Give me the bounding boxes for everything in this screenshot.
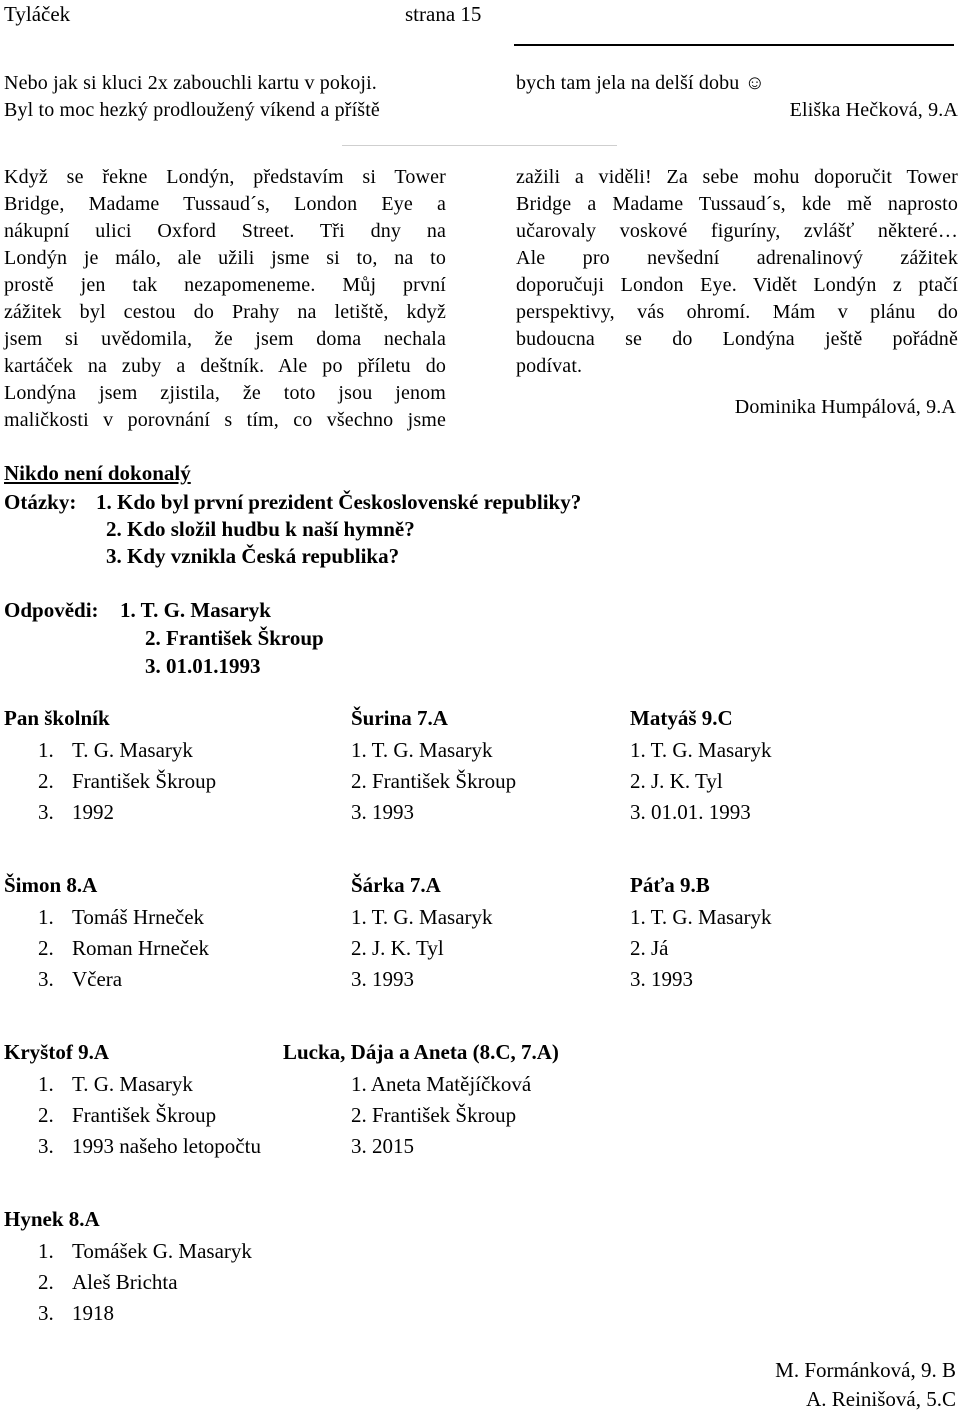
response-item: 2. Aleš Brichta: [38, 1270, 178, 1294]
text-line: prostě jen tak nezapomeneme. Můj první: [4, 274, 446, 296]
response-item: 3. 1992: [38, 800, 114, 824]
text-line: kartáček na zuby a deštník. Ale po příletu do: [4, 355, 446, 377]
response-item: 2. František Škroup: [38, 1103, 217, 1127]
response-item: 2. Roman Hrneček: [38, 936, 210, 960]
response-item: 1. T. G. Masaryk: [630, 905, 772, 929]
text-line: budoucna se do Londýna ještě pořádně: [516, 328, 958, 350]
question-3: 3. Kdy vznikla Česká republika?: [106, 544, 400, 568]
text-line: Londýna jsem zjistila, že toto jsou jenom: [4, 382, 446, 404]
response-item: 3. 1918: [38, 1301, 114, 1325]
response-block: [4, 1040, 261, 1162]
text-line: bych tam jela na delší dobu ☺: [516, 72, 766, 94]
questions-label: Otázky:: [4, 490, 77, 514]
text-line: Bridge a Madame Tussaud´s, kde mě naprosto: [516, 193, 958, 215]
response-block: [351, 706, 516, 828]
answers-label: Odpovědi:: [4, 598, 99, 622]
response-item: 1. T. G. Masaryk: [351, 738, 493, 762]
text-line: jsem si uvědomila, že jsem doma nechala: [4, 328, 446, 350]
response-item: 3. 2015: [351, 1134, 414, 1158]
text-line: doporučuji London Eye. Vidět Londýn z ptačí: [516, 274, 958, 296]
text-line: zážitek byl cestou do Prahy na letiště, když: [4, 301, 446, 323]
respondent-name: Šurina 7.A: [351, 706, 448, 730]
page-number: strana 15: [405, 2, 482, 26]
publication-title: Tyláček: [4, 2, 71, 26]
response-item: 3. 1993 našeho letopočtu: [38, 1134, 261, 1158]
london-article-left: [4, 164, 446, 434]
response-item: 3. 1993: [630, 967, 693, 991]
respondent-name: Kryštof 9.A: [4, 1040, 109, 1064]
text-line: podívat.: [516, 355, 583, 377]
response-block: [630, 706, 772, 828]
london-article-right: [516, 164, 958, 380]
respondent-name: Šimon 8.A: [4, 873, 98, 897]
answer-3: 3. 01.01.1993: [145, 654, 261, 678]
response-item: 2. Já: [630, 936, 669, 960]
text-line: maličkosti v porovnání s tím, co všechno jsme: [4, 409, 446, 431]
text-line: Bridge, Madame Tussaud´s, London Eye a: [4, 193, 446, 215]
response-block: [630, 873, 772, 995]
response-item: 1. T. G. Masaryk: [351, 905, 493, 929]
response-item: 2. František Škroup: [351, 1103, 517, 1127]
respondent-name: Hynek 8.A: [4, 1207, 100, 1231]
article-continuation-left: [4, 70, 444, 124]
credit-line: A. Reinišová, 5.C: [806, 1387, 956, 1411]
respondent-name: Páťa 9.B: [630, 873, 710, 897]
question-1: 1. Kdo byl první prezident Československé republiky?: [96, 490, 582, 514]
author-signature: Dominika Humpálová, 9.A: [734, 396, 956, 418]
answer-2: 2. František Škroup: [145, 626, 324, 650]
text-line: nákupní ulici Oxford Street. Tři dny na: [4, 220, 446, 242]
response-item: 1. Aneta Matějíčková: [351, 1072, 532, 1096]
quiz-title: Nikdo není dokonalý: [4, 461, 191, 485]
response-block: [4, 706, 216, 828]
text-line: zažili a viděli! Za sebe mohu doporučit Tower: [516, 166, 958, 188]
response-item: 2. J. K. Tyl: [630, 769, 723, 793]
respondent-name: Pan školník: [4, 706, 110, 730]
response-item: 3. Včera: [38, 967, 123, 991]
author-signature: Eliška Hečková, 9.A: [789, 99, 958, 121]
text-line: Londýn je málo, ale užili jsme si to, na to: [4, 247, 446, 269]
response-item: 1. Tomáš Hrneček: [38, 905, 205, 929]
smiley-icon: ☺: [744, 72, 766, 94]
response-item: 3. 1993: [351, 800, 414, 824]
response-item: 2. František Škroup: [38, 769, 217, 793]
text-line: Když se řekne Londýn, představím si Tower: [4, 166, 446, 188]
text-line: Ale pro nevšední adrenalinový zážitek: [516, 247, 958, 269]
response-item: 2. František Škroup: [351, 769, 517, 793]
question-2: 2. Kdo složil hudbu k naší hymně?: [106, 517, 415, 541]
text-line: učarovaly voskové figuríny, zvlášť některé…: [516, 220, 958, 242]
response-block: [283, 1040, 559, 1162]
response-block: [4, 873, 209, 995]
credit-line: M. Formánková, 9. B: [775, 1358, 956, 1382]
response-item: 3. 1993: [351, 967, 414, 991]
response-block: [351, 873, 493, 995]
response-block: [4, 1207, 252, 1329]
response-item: 2. J. K. Tyl: [351, 936, 444, 960]
text-line: perspektivy, vás ohromí. Mám v plánu do: [516, 301, 958, 323]
respondent-name: Matyáš 9.C: [630, 706, 733, 730]
response-item: 3. 01.01. 1993: [630, 800, 751, 824]
answer-1: 1. T. G. Masaryk: [120, 598, 271, 622]
response-item: 1. T. G. Masaryk: [38, 738, 193, 762]
text-line: Nebo jak si kluci 2x zabouchli kartu v pokoji.: [4, 72, 377, 94]
header-rule: [514, 44, 954, 46]
respondent-name: Lucka, Dája a Aneta (8.C, 7.A): [283, 1040, 559, 1064]
article-continuation-right: [516, 70, 958, 124]
text-line: Byl to moc hezký prodloužený víkend a příště: [4, 99, 380, 121]
response-item: 1. Tomášek G. Masaryk: [38, 1239, 252, 1263]
section-divider: [342, 145, 617, 146]
response-item: 1. T. G. Masaryk: [38, 1072, 193, 1096]
response-item: 1. T. G. Masaryk: [630, 738, 772, 762]
respondent-name: Šárka 7.A: [351, 873, 441, 897]
